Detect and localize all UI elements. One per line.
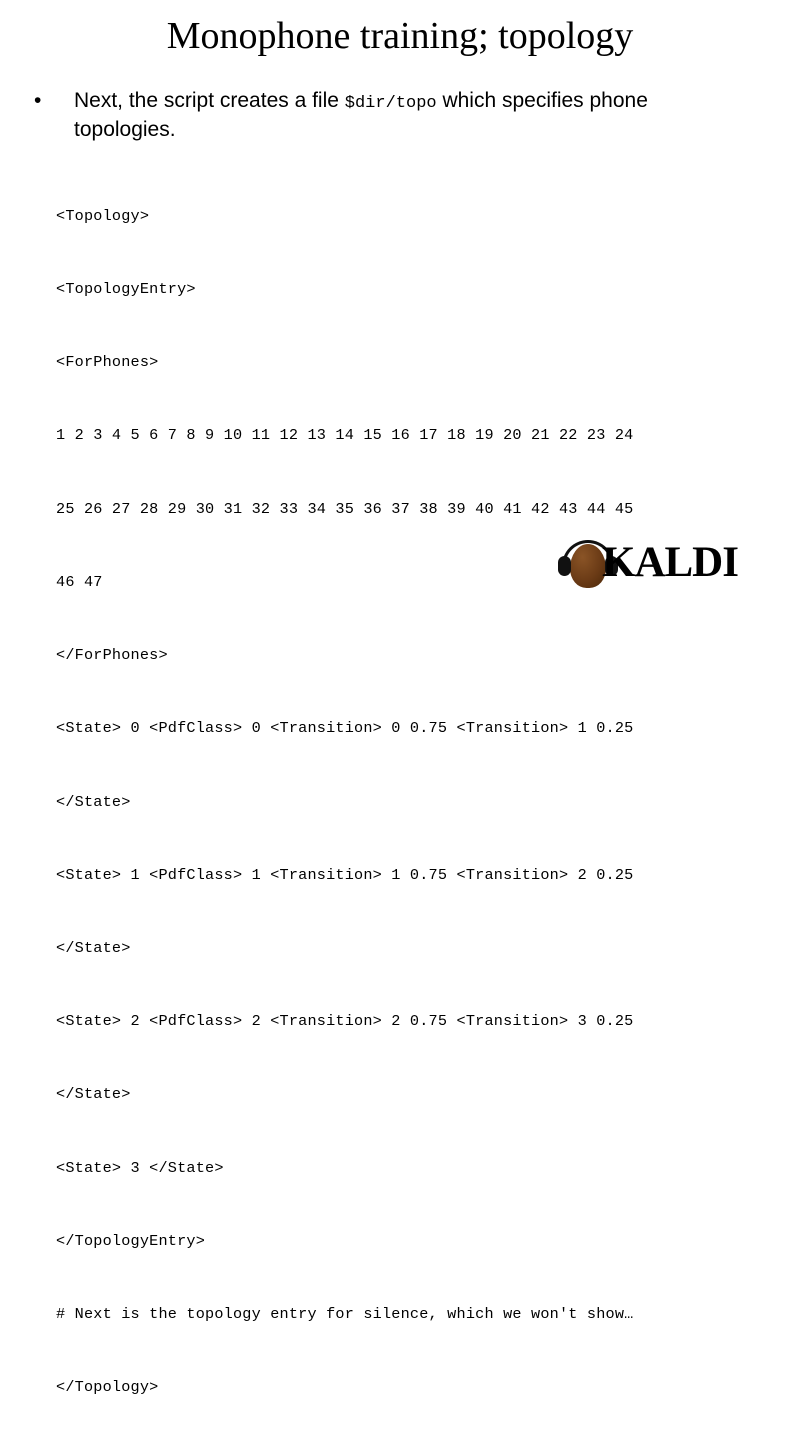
code-line: <State> 3 </State> (56, 1158, 224, 1177)
code-line: # Next is the topology entry for silence, which we won't show… (56, 1305, 634, 1324)
code-line: </State> (56, 792, 131, 811)
bullet-text (74, 88, 734, 143)
code-line: 1 2 3 4 5 6 7 8 9 10 11 12 13 14 15 16 17 18 19 20 21 22 23 24 (56, 426, 634, 445)
code-line: <State> 2 <PdfClass> 2 <Transition> 2 0.75 <Transition> 3 0.25 (56, 1012, 634, 1031)
code-line: </ForPhones> (56, 646, 168, 665)
code-line: <ForPhones> (56, 353, 159, 372)
bullet-path-token: $dir/topo (344, 94, 437, 113)
code-line: 25 26 27 28 29 30 31 32 33 34 35 36 37 38 39 40 41 42 43 44 45 (56, 499, 634, 518)
code-line: </TopologyEntry> (56, 1231, 206, 1250)
kaldi-logo-text: KALDI (602, 539, 738, 586)
bullet-text-before: Next, the script creates a file (74, 89, 345, 112)
code-line: </State> (56, 939, 131, 957)
code-line: 46 47 (56, 572, 103, 591)
code-block (56, 155, 786, 1449)
code-line: <State> 1 <PdfClass> 1 <Transition> 1 0.75 <Transition> 2 0.25 (56, 865, 634, 884)
code-line: <TopologyEntry> (56, 280, 196, 299)
code-line: </Topology> (56, 1378, 159, 1397)
kaldi-logo (558, 536, 768, 594)
code-line: </State> (56, 1085, 131, 1104)
bullet-text-after: which specifies phone topologies. (74, 89, 648, 141)
headphone-left-ear-icon (558, 556, 571, 576)
page-title: Monophone training; topology (166, 15, 634, 57)
bullet-list (34, 88, 734, 143)
list-item (34, 88, 734, 143)
code-line: <Topology> (56, 206, 150, 225)
code-line: <State> 0 <PdfClass> 0 <Transition> 0 0.75 <Transition> 1 0.25 (56, 719, 634, 738)
bullet-marker: • (34, 89, 42, 112)
